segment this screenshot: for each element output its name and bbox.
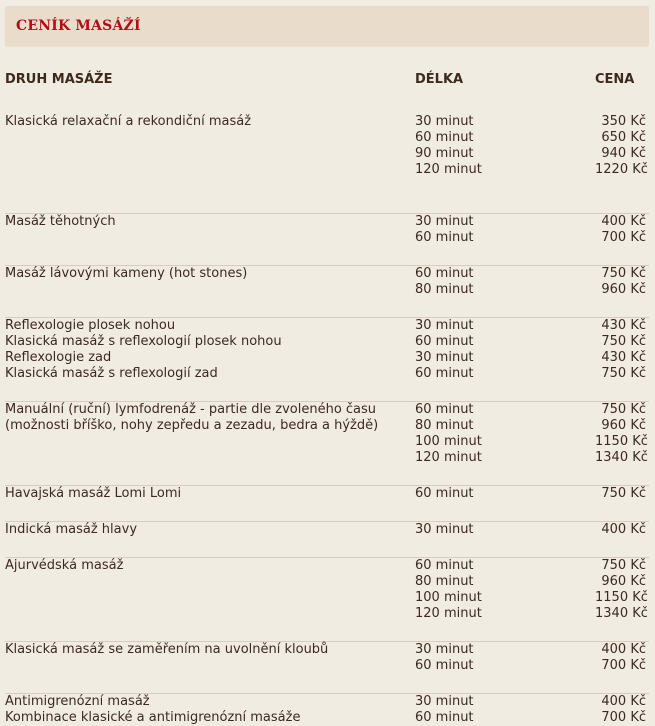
duration [415, 266, 595, 317]
price [595, 694, 650, 726]
duration-line: 30 minut [415, 350, 474, 365]
duration-line: 60 minut [415, 402, 474, 417]
price-line: 700 Kč [601, 658, 646, 673]
price [595, 114, 650, 213]
table-row [5, 214, 649, 266]
massage-type-line: Masáž lávovými kameny (hot stones) [5, 266, 248, 281]
duration-line: 100 minut [415, 434, 482, 449]
price-line: 960 Kč [601, 282, 646, 297]
duration-line: 60 minut [415, 130, 474, 145]
massage-type-line: Manuální (ruční) lymfodrenáž - partie dle zvoleného času [5, 402, 377, 417]
duration-line: 30 minut [415, 642, 474, 657]
table-row [5, 694, 649, 725]
massage-type-line: Klasická masáž se zaměřením na uvolnění kloubů [5, 642, 329, 657]
price [595, 266, 650, 317]
price-line: 650 Kč [601, 130, 646, 145]
price [595, 642, 650, 693]
duration-line: 80 minut [415, 282, 474, 297]
duration [415, 642, 595, 693]
duration-line: 60 minut [415, 266, 474, 281]
massage-type [5, 214, 415, 265]
massage-type-line: Reflexologie plosek nohou [5, 318, 176, 333]
price-line: 1220 Kč [595, 162, 648, 177]
duration-line: 30 minut [415, 522, 474, 537]
duration-line: 80 minut [415, 418, 474, 433]
massage-type [5, 694, 415, 726]
duration [415, 522, 595, 557]
price-line: 400 Kč [601, 642, 646, 657]
price [595, 522, 650, 557]
duration-line: 60 minut [415, 658, 474, 673]
massage-type-line: Kombinace klasické a antimigrenózní masáže [5, 710, 301, 725]
price-list-page [0, 6, 655, 725]
price-line: 1150 Kč [595, 434, 648, 449]
header-price: CENA [595, 72, 635, 87]
massage-type-line: (možnosti bříško, nohy zepředu a zezadu, bedra a hýždě) [5, 418, 379, 433]
price-line: 750 Kč [601, 334, 646, 349]
price [595, 486, 650, 521]
table-row [5, 642, 649, 694]
massage-type [5, 522, 415, 557]
price-line: 1340 Kč [595, 606, 648, 621]
massage-type [5, 486, 415, 521]
massage-type-line: Masáž těhotných [5, 214, 116, 229]
duration-line: 60 minut [415, 366, 474, 381]
duration [415, 114, 595, 213]
price-line: 700 Kč [601, 230, 646, 245]
massage-type [5, 642, 415, 693]
price-line: 960 Kč [601, 574, 646, 589]
massage-type [5, 402, 415, 485]
price-line: 750 Kč [601, 266, 646, 281]
duration-line: 60 minut [415, 230, 474, 245]
duration [415, 402, 595, 485]
massage-type [5, 114, 415, 213]
duration [415, 694, 595, 726]
duration-line: 30 minut [415, 114, 474, 129]
price-line: 940 Kč [601, 146, 646, 161]
price-line: 750 Kč [601, 558, 646, 573]
duration-line: 60 minut [415, 334, 474, 349]
massage-type-line: Klasická masáž s reflexologií plosek nohou [5, 334, 282, 349]
price-line: 1150 Kč [595, 590, 648, 605]
price [595, 318, 650, 401]
duration-line: 100 minut [415, 590, 482, 605]
header-duration: DÉLKA [415, 72, 464, 87]
massage-type [5, 266, 415, 317]
massage-type-line: Klasická masáž s reflexologií zad [5, 366, 218, 381]
massage-type-line: Klasická relaxační a rekondiční masáž [5, 114, 252, 129]
price-line: 750 Kč [601, 486, 646, 501]
price-line: 750 Kč [601, 366, 646, 381]
table-header [5, 72, 650, 88]
duration [415, 318, 595, 401]
duration-line: 30 minut [415, 694, 474, 709]
massage-type-line: Antimigrenózní masáž [5, 694, 150, 709]
price-line: 430 Kč [601, 318, 646, 333]
price-line: 400 Kč [601, 522, 646, 537]
duration [415, 214, 595, 265]
massage-type-line: Ajurvédská masáž [5, 558, 124, 573]
duration-line: 60 minut [415, 710, 474, 725]
massage-type-line: Indická masáž hlavy [5, 522, 138, 537]
page-title: CENÍK MASÁŽÍ [16, 17, 141, 34]
price-line: 400 Kč [601, 694, 646, 709]
table-row [5, 114, 649, 214]
duration-line: 120 minut [415, 606, 482, 621]
table-row [5, 558, 649, 642]
duration-line: 60 minut [415, 486, 474, 501]
duration-line: 60 minut [415, 558, 474, 573]
table-row [5, 402, 649, 486]
price-line: 400 Kč [601, 214, 646, 229]
duration [415, 558, 595, 641]
table-row [5, 486, 649, 522]
price-line: 350 Kč [601, 114, 646, 129]
massage-type-line: Havajská masáž Lomi Lomi [5, 486, 182, 501]
duration-line: 80 minut [415, 574, 474, 589]
duration-line: 30 minut [415, 214, 474, 229]
duration [415, 486, 595, 521]
price-line: 700 Kč [601, 710, 646, 725]
title-bar [5, 6, 649, 46]
massage-type [5, 558, 415, 641]
table-row [5, 522, 649, 558]
massage-type-line: Reflexologie zad [5, 350, 112, 365]
price [595, 558, 650, 641]
table-row [5, 318, 649, 402]
massage-type [5, 318, 415, 401]
duration-line: 120 minut [415, 450, 482, 465]
duration-line: 120 minut [415, 162, 482, 177]
price-line: 1340 Kč [595, 450, 648, 465]
price-line: 430 Kč [601, 350, 646, 365]
duration-line: 30 minut [415, 318, 474, 333]
price [595, 402, 650, 485]
header-type: DRUH MASÁŽE [5, 72, 113, 87]
duration-line: 90 minut [415, 146, 474, 161]
table-row [5, 266, 649, 318]
price-line: 750 Kč [601, 402, 646, 417]
price [595, 214, 650, 265]
price-line: 960 Kč [601, 418, 646, 433]
